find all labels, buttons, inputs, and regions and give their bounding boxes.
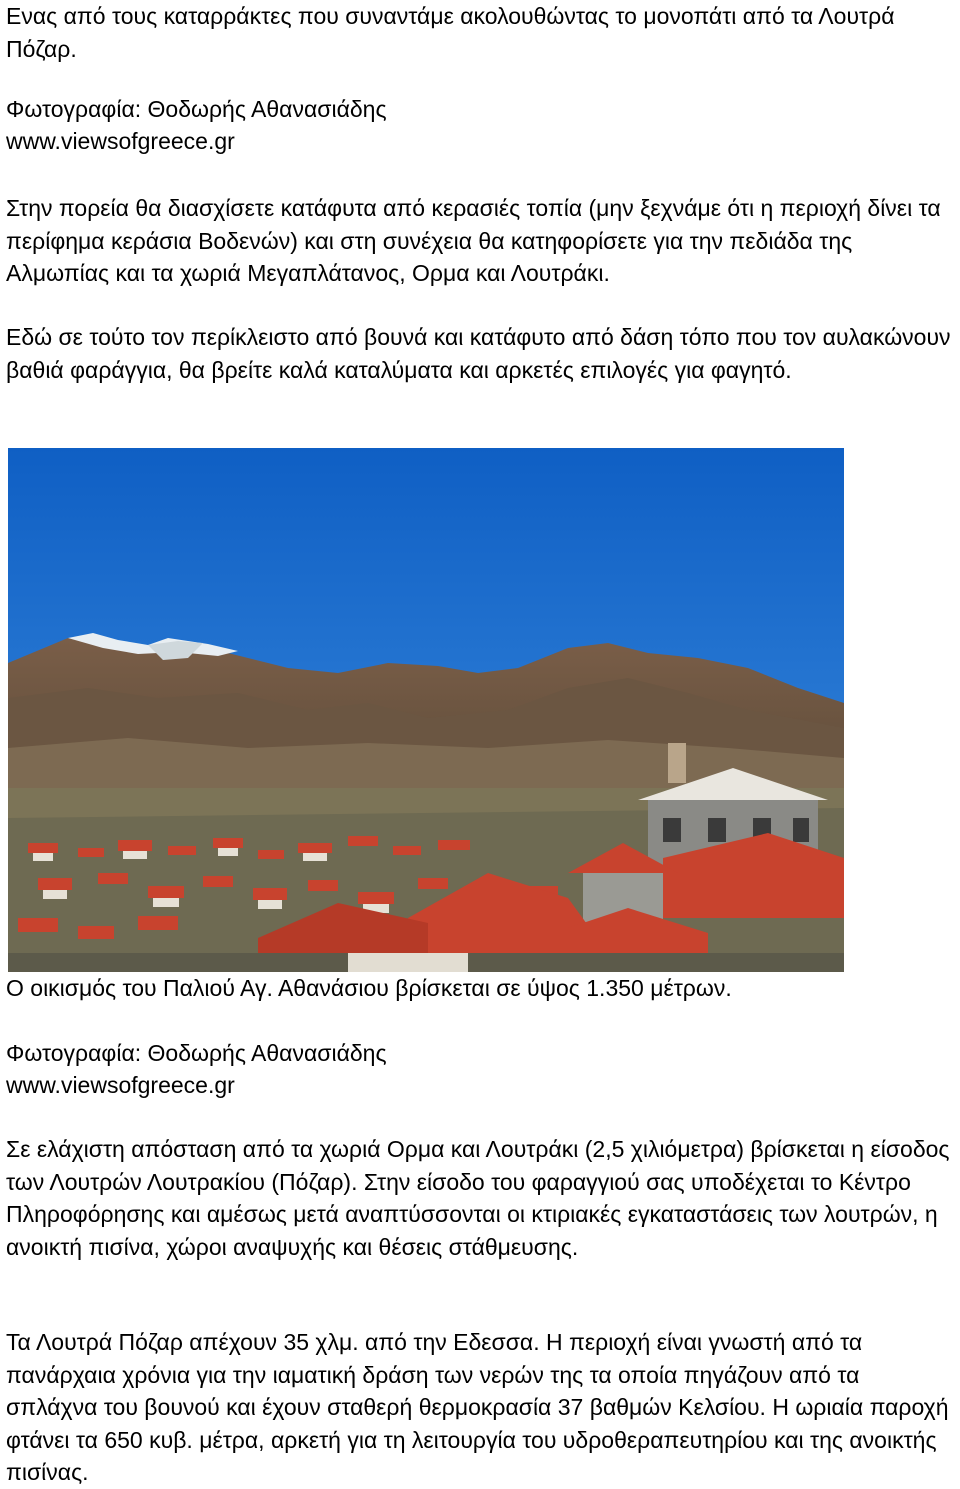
paragraph-baths-info: Τα Λουτρά Πόζαρ απέχουν 35 χλμ. από την Εδεσσα. Η περιοχή είναι γνωστή από τα πανάρχαια χρόνια για την ιαματική δράση των νερών της τα οποία πηγάζουν από τα σπλάχνα του βουνού και έχουν σταθερή θερμοκρασία 37 βαθμών Κελσίου. Η ωριαία παροχή φτάνει τα 650 κυβ. μέτρα, αρκετή για τη λειτουργία του υδροθεραπευτηρίου και της ανοικτής πισίνας. bbox=[6, 1329, 949, 1485]
photo-credit: Φωτογραφία: Θοδωρής Αθανασιάδης bbox=[6, 1040, 387, 1066]
village-photo bbox=[8, 448, 844, 972]
village-photo-image bbox=[8, 448, 844, 972]
paragraph-route: Στην πορεία θα διασχίσετε κατάφυτα από κερασιές τοπία (μην ξεχνάμε ότι η περιοχή δίνει τα περίφημα κεράσια Βοδενών) και στη συνέχεια θα κατηφορίσετε για την πεδιάδα της Αλμωπίας και τα χωριά Μεγαπλάτανος, Ορμα και Λουτράκι. bbox=[6, 195, 941, 286]
photo-caption: Ο οικισμός του Παλιού Αγ. Αθανάσιου βρίσκεται σε ύψος 1.350 μέτρων. bbox=[6, 975, 732, 1001]
intro-photo-credit: Φωτογραφία: Θοδωρής Αθανασιάδης bbox=[6, 96, 387, 122]
intro-caption: Ενας από τους καταρράκτες που συναντάμε ακολουθώντας το μονοπάτι από τα Λουτρά Πόζαρ. bbox=[6, 3, 895, 62]
photo-site-link[interactable]: www.viewsofgreece.gr bbox=[6, 1072, 235, 1098]
intro-site-link[interactable]: www.viewsofgreece.gr bbox=[6, 128, 235, 154]
paragraph-accommodation: Εδώ σε τούτο τον περίκλειστο από βουνά και κατάφυτο από δάση τόπο που τον αυλακώνουν βαθιά φαράγγια, θα βρείτε καλά καταλύματα και αρκετές επιλογές για φαγητό. bbox=[6, 324, 951, 383]
paragraph-baths-entrance: Σε ελάχιστη απόσταση από τα χωριά Ορμα και Λουτράκι (2,5 χιλιόμετρα) βρίσκεται η είσοδος των Λουτρών Λουτρακίου (Πόζαρ). Στην είσοδο του φαραγγιού σας υποδέχεται το Κέντρο Πληροφόρησης και αμέσως μετά αναπτύσσονται οι κτιριακές εγκαταστάσεις των λουτρών, η ανοικτή πισίνα, χώροι αναψυχής και θέσεις στάθμευσης. bbox=[6, 1136, 950, 1260]
